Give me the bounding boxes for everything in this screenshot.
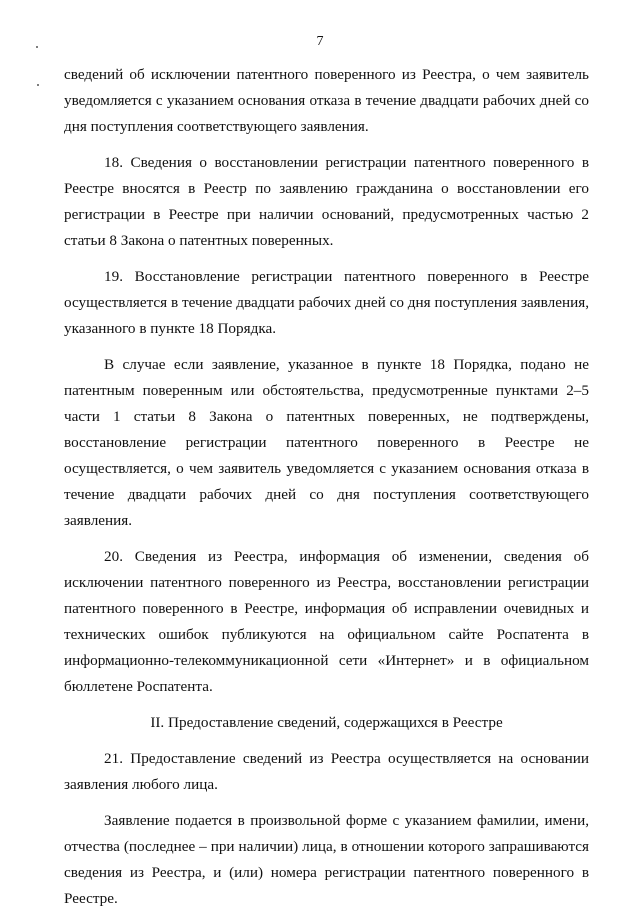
section-heading: II. Предоставление сведений, содержащихся в Реестре — [150, 714, 503, 731]
paragraph-item-18: 18. Сведения о восстановлении регистрации патентного поверенного в Реестре вносятся в Реестр по заявлению гражданина о восстановлении его регистрации в Реестре при наличии оснований, предусмотренных частью 2 статьи 8 Закона о патентных поверенных. — [64, 154, 589, 249]
paragraph-item-21: 21. Предоставление сведений из Реестра осуществляется на основании заявления любого лица. — [64, 750, 589, 793]
paragraph: В случае если заявление, указанное в пункте 18 Порядка, подано не патентным поверенным или обстоятельства, предусмотренные пунктами 2–5 части 1 статьи 8 Закона о патентных поверенных, не подтверждены, восстановление регистрации патентного поверенного в Реестре не осуществляется, о чем заявитель уведомляется с указанием основания отказа в течение двадцати рабочих дней со дня поступления соответствующего заявления. — [64, 356, 589, 529]
paragraph: сведений об исключении патентного поверенного из Реестра, о чем заявитель уведомляется с указанием основания отказа в течение двадцати рабочих дней со дня поступления соответствующего заявления. — [64, 66, 589, 135]
scan-speck — [37, 84, 39, 86]
document-body — [64, 62, 589, 912]
paragraph-item-19: 19. Восстановление регистрации патентного поверенного в Реестре осуществляется в течение двадцати рабочих дней со дня поступления заявления, указанного в пункте 18 Порядка. — [64, 268, 589, 337]
paragraph-item-20: 20. Сведения из Реестра, информация об изменении, сведения об исключении патентного поверенного из Реестра, восстановлении регистрации патентного поверенного в Реестре, информация об исправлении очевидных и технических ошибок публикуются на официальном сайте Роспатента в информационно-телекоммуникационной сети «Интернет» и в официальном бюллетене Роспатента. — [64, 548, 589, 695]
scan-speck — [36, 46, 38, 48]
page-number: 7 — [316, 34, 324, 49]
paragraph: Заявление подается в произвольной форме с указанием фамилии, имени, отчества (последнее – при наличии) лица, в отношении которого запрашиваются сведения из Реестра, и (или) номера регистрации патентного поверенного в Реестре. — [64, 812, 589, 907]
